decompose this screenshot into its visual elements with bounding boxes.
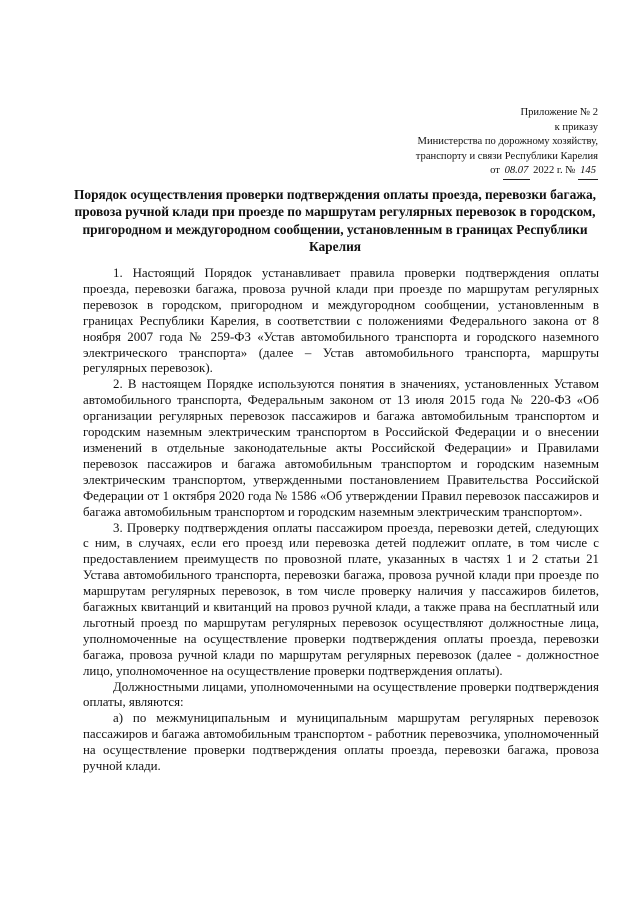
appendix-date-line <box>338 164 598 180</box>
appendix-header <box>338 106 598 180</box>
handwritten-date: 08.07 <box>503 164 531 180</box>
paragraph-1: 1. Настоящий Порядок устанавливает правила проверки подтверждения оплаты проезда, перевозки багажа, провоза ручной клади при проезде по маршрутам регулярных перевозок в городском, пригородном и междугородном сообщении, установленным в границах Республики Карелия, в соответствии с положениями Федерального закона от 8 ноября 2007 года № 259-ФЗ «Устав автомобильного транспорта и городского наземного электрического транспорта» (далее – Устав автомобильного транспорта, маршруты регулярных перевозок). <box>83 266 599 376</box>
paragraph-2: 2. В настоящем Порядке используются понятия в значениях, установленных Уставом автомобильного транспорта, Федеральным законом от 13 июля 2015 года № 220-ФЗ «Об организации регулярных перевозок пассажиров и багажа автомобильным транспортом и городским наземным электрическим транспортом в Российской Федерации и о внесении изменений в отдельные законодательные акты Российской Федерации» и Правилами перевозок пассажиров и багажа автомобильным транспортом и городским наземным электрическим транспортом, утвержденными постановлением Правительства Российской Федерации от 1 октября 2020 года № 1586 «Об утверждении Правил перевозок пассажиров и багажа автомобильным транспортом и городским наземным электрическим транспортом». <box>83 377 599 519</box>
document-body <box>83 266 599 775</box>
date-year-number-label: 2022 г. № <box>533 165 576 176</box>
handwritten-order-number: 145 <box>578 164 598 180</box>
appendix-ministry: Министерства по дорожному хозяйству, <box>417 136 598 147</box>
paragraph-3: 3. Проверку подтверждения оплаты пассажиром проезда, перевозки детей, следующих с ним, в случаях, если его проезд или перевозка детей подлежит оплате, в том числе с предоставлением преимуществ по провозной плате, указанных в частях 1 и 2 статьи 21 Устава автомобильного транспорта, перевозки багажа, провоза ручной клади при проезде по маршрутам регулярных перевозок, в том числе проверку наличия у пассажиров билетов, багажных квитанций и квитанций на провоз ручной клади, а также права на бесплатный или льготный проезд по маршрутам регулярных перевозок осуществляют должностные лица, уполномоченные на осуществление проверки подтверждения оплаты проезда, перевозки багажа, провоза ручной клади по маршрутам регулярных перевозок (далее - должностное лицо, уполномоченное на осуществление проверки подтверждения оплаты). <box>83 520 599 678</box>
document-title: Порядок осуществления проверки подтверждения оплаты проезда, перевозки багажа, провоза ручной клади при проезде по маршрутам регулярных перевозок в городском, пригородном и междугородном сообщении, установленным в границах Республики Карелия <box>73 187 597 255</box>
appendix-order-ref: к приказу <box>554 121 598 133</box>
appendix-number: Приложение № 2 <box>520 107 598 118</box>
date-prefix: от <box>490 165 500 176</box>
paragraph-item-a: а) по межмуниципальным и муниципальным маршрутам регулярных перевозок пассажиров и багажа автомобильным транспортом - работник перевозчика, уполномоченный на осуществление проверки подтверждения оплаты проезда, перевозки багажа, провоза ручной клади. <box>83 711 599 774</box>
paragraph-officials-intro: Должностными лицами, уполномоченными на осуществление проверки подтверждения оплаты, являются: <box>83 679 599 710</box>
appendix-ministry-region: транспорту и связи Республики Карелия <box>415 150 598 162</box>
